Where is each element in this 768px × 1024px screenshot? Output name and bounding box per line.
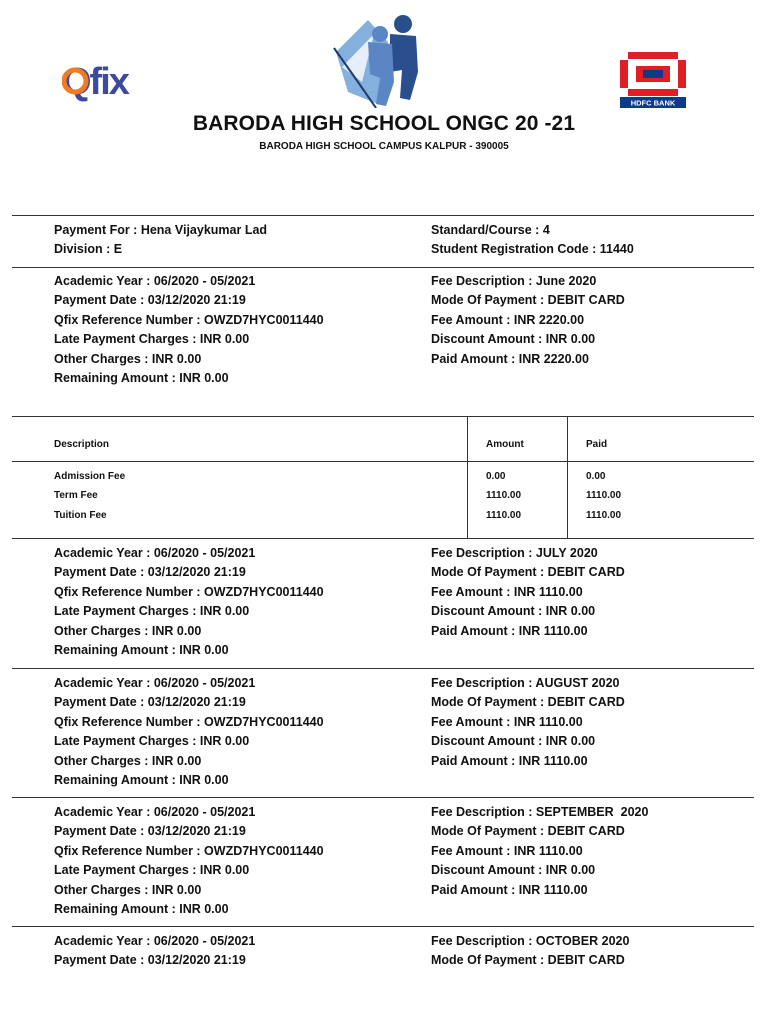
table-top-border	[12, 416, 754, 417]
qfix-logo-text: Qfix	[62, 61, 128, 102]
other-charges: Other Charges : INR 0.00	[54, 351, 202, 366]
row-paid: 0.00	[586, 471, 606, 482]
paid-amount: Paid Amount : INR 2220.00	[431, 351, 589, 366]
other-charges: Other Charges : INR 0.00	[54, 623, 202, 638]
column-divider	[467, 416, 468, 538]
remaining-amount: Remaining Amount : INR 0.00	[54, 642, 229, 657]
payment-date: Payment Date : 03/12/2020 21:19	[54, 695, 246, 710]
discount-amount: Discount Amount : INR 0.00	[431, 734, 596, 749]
fee-amount: Fee Amount : INR 1110.00	[431, 843, 583, 858]
mode-of-payment: Mode Of Payment : DEBIT CARD	[431, 565, 625, 580]
divider	[12, 668, 754, 669]
header-description: Description	[54, 439, 110, 450]
payment-date: Payment Date : 03/12/2020 21:19	[54, 953, 246, 968]
late-payment-charges: Late Payment Charges : INR 0.00	[54, 863, 250, 878]
academic-year: Academic Year : 06/2020 - 05/2021	[54, 274, 256, 288]
fee-description: Fee Description : JULY 2020	[431, 546, 598, 560]
paid-amount: Paid Amount : INR 1110.00	[431, 753, 588, 768]
row-paid: 1110.00	[586, 490, 622, 501]
school-name: BARODA HIGH SCHOOL ONGC 20 -21	[192, 112, 576, 135]
hdfc-logo-text: HDFC BANK	[630, 98, 676, 108]
row-description: Term Fee	[54, 490, 98, 501]
mode-of-payment: Mode Of Payment : DEBIT CARD	[431, 953, 625, 968]
remaining-amount: Remaining Amount : INR 0.00	[54, 772, 229, 787]
other-charges: Other Charges : INR 0.00	[54, 753, 202, 768]
header-paid: Paid	[586, 439, 608, 450]
qfix-reference-number: Qfix Reference Number : OWZD7HYC0011440	[54, 584, 324, 599]
academic-year: Academic Year : 06/2020 - 05/2021	[54, 805, 256, 819]
qfix-reference-number: Qfix Reference Number : OWZD7HYC0011440	[54, 312, 324, 327]
payment-date: Payment Date : 03/12/2020 21:19	[54, 565, 246, 580]
fee-amount: Fee Amount : INR 1110.00	[431, 584, 583, 599]
row-amount: 0.00	[486, 471, 506, 482]
paid-amount: Paid Amount : INR 1110.00	[431, 882, 588, 897]
paid-amount: Paid Amount : INR 1110.00	[431, 623, 588, 638]
row-amount: 1110.00	[486, 490, 522, 501]
payment-date: Payment Date : 03/12/2020 21:19	[54, 293, 246, 308]
remaining-amount: Remaining Amount : INR 0.00	[54, 370, 229, 385]
mode-of-payment: Mode Of Payment : DEBIT CARD	[431, 293, 625, 308]
divider	[12, 926, 754, 927]
academic-year: Academic Year : 06/2020 - 05/2021	[54, 934, 256, 948]
header-divider	[12, 461, 754, 462]
row-description: Tuition Fee	[54, 510, 107, 521]
fee-description: Fee Description : SEPTEMBER 2020	[431, 805, 649, 819]
fee-amount: Fee Amount : INR 1110.00	[431, 714, 583, 729]
late-payment-charges: Late Payment Charges : INR 0.00	[54, 604, 250, 619]
discount-amount: Discount Amount : INR 0.00	[431, 332, 596, 347]
row-description: Admission Fee	[54, 471, 126, 482]
fee-amount: Fee Amount : INR 2220.00	[431, 312, 585, 327]
qfix-reference-number: Qfix Reference Number : OWZD7HYC0011440	[54, 714, 324, 729]
payment-date: Payment Date : 03/12/2020 21:19	[54, 824, 246, 839]
discount-amount: Discount Amount : INR 0.00	[431, 863, 596, 878]
late-payment-charges: Late Payment Charges : INR 0.00	[54, 734, 250, 749]
division: Division : E	[54, 242, 123, 257]
divider	[12, 267, 754, 268]
school-address: BARODA HIGH SCHOOL CAMPUS KALPUR - 390005	[259, 141, 509, 152]
mode-of-payment: Mode Of Payment : DEBIT CARD	[431, 695, 625, 710]
late-payment-charges: Late Payment Charges : INR 0.00	[54, 332, 250, 347]
standard-course: Standard/Course : 4	[431, 223, 550, 237]
fee-description: Fee Description : OCTOBER 2020	[431, 934, 630, 948]
remaining-amount: Remaining Amount : INR 0.00	[54, 901, 229, 916]
qfix-logo	[62, 60, 142, 102]
academic-year: Academic Year : 06/2020 - 05/2021	[54, 676, 256, 690]
school-logo	[328, 12, 422, 108]
discount-amount: Discount Amount : INR 0.00	[431, 604, 596, 619]
qfix-reference-number: Qfix Reference Number : OWZD7HYC0011440	[54, 843, 324, 858]
fee-description: Fee Description : June 2020	[431, 274, 597, 288]
payment-for: Payment For : Hena Vijaykumar Lad	[54, 223, 268, 237]
column-divider	[567, 416, 568, 538]
mode-of-payment: Mode Of Payment : DEBIT CARD	[431, 824, 625, 839]
hdfc-bank-logo	[620, 52, 686, 108]
fee-description: Fee Description : AUGUST 2020	[431, 676, 620, 690]
row-paid: 1110.00	[586, 510, 622, 521]
other-charges: Other Charges : INR 0.00	[54, 882, 202, 897]
header-amount: Amount	[486, 439, 524, 450]
academic-year: Academic Year : 06/2020 - 05/2021	[54, 546, 256, 560]
divider	[12, 538, 754, 539]
divider	[12, 797, 754, 798]
row-amount: 1110.00	[486, 510, 522, 521]
student-registration-code: Student Registration Code : 11440	[431, 242, 634, 257]
divider	[12, 215, 754, 216]
